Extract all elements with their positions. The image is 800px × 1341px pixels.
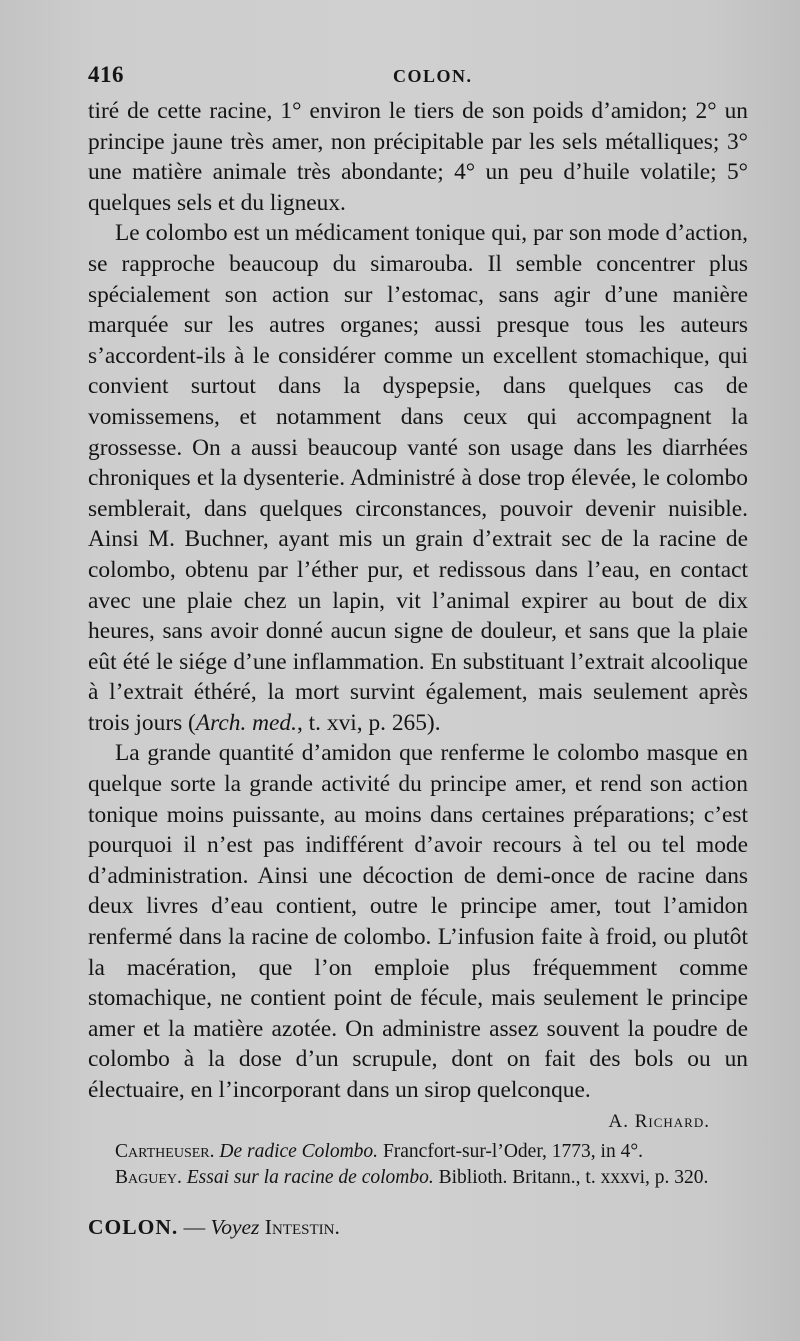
cross-reference-term: COLON. xyxy=(88,1214,179,1239)
running-head: COLON. xyxy=(393,66,473,86)
cross-reference-dash: — xyxy=(183,1214,206,1239)
citation-details: , t. xvi, p. 265). xyxy=(296,709,441,736)
reference-author: Cartheuser. xyxy=(115,1140,215,1162)
author-signature: A. Richard. xyxy=(608,1110,710,1132)
paragraph-therapeutics xyxy=(88,218,748,738)
bibliography xyxy=(88,1139,748,1191)
paragraph-continued: tiré de cette racine, 1° environ le tiers de son poids d’amidon; 2° un principe jaune très amer, non précipitable par les sels métalliques; 3° une matière animale très abondante; 4° un peu d’huile volatile; 5° quelques sels et du ligneux. xyxy=(88,98,748,216)
paragraph-preparations: La grande quantité d’amidon que renferme le colombo masque en quelque sorte la grande activité du principe amer, et rend son action tonique moins puissante, au moins dans certaines préparations; c’est pourquoi il n’est pas indifférent d’avoir recours à tel ou tel mode d’administration. Ainsi une décoction de demi-once de racine dans deux livres d’eau contient, outre le principe amer, tout l’amidon renfermé dans la racine de colombo. L’infusion faite à froid, ou plutôt la macération, que l’on emploie plus fréquemment comme stomachique, ne contient point de fécule, mais seulement le principe amer et la matière azotée. On administre assez souvent la poudre de colombo à la dose d’un scrupule, dont on fait des bols ou un électuaire, en l’incorporant dans un sirop quelconque. xyxy=(88,740,748,1103)
article-body xyxy=(88,96,748,1241)
reference-item xyxy=(88,1165,748,1191)
cross-reference-target: Intestin. xyxy=(264,1214,340,1239)
citation-journal: Arch. med. xyxy=(195,709,297,736)
page-header xyxy=(88,60,748,96)
cross-reference xyxy=(88,1213,748,1241)
reference-item xyxy=(88,1139,748,1165)
page-number: 416 xyxy=(88,62,124,87)
reference-details: Biblioth. Britann., t. xxxvi, p. 320. xyxy=(438,1166,709,1188)
cross-reference-voyez: Voyez xyxy=(210,1214,260,1239)
reference-author: Baguey. xyxy=(115,1166,182,1188)
paragraph-therapeutics-text: Le colombo est un médicament tonique qui, par son mode d’action, se rapproche beaucoup du simarouba. Il semble concentrer plus spécialement son action sur l’estomac, sans agir d’une manière marquée sur les autres organes; aussi presque tous les auteurs s’accordent-ils à le considérer comme un excellent stomachique, qui convient surtout dans la dyspepsie, dans quelques cas de vomissemens, et notamment dans ceux qui accompagnent la grossesse. On a aussi beaucoup vanté son usage dans les diarrhées chroniques et la dysenterie. Administré à dose trop élevée, le colombo semblerait, dans quelques circonstances, pouvoir devenir nuisible. Ainsi M. Buchner, ayant mis un grain d’extrait sec de la racine de colombo, obtenu par l’éther pur, et redissous dans l’eau, en contact avec une plaie chez un lapin, vit l’animal expirer au bout de dix heures, sans avoir donné aucun signe de douleur, et sans que la plaie eût été le siége d’une inflammation. En substituant l’extrait alcoolique à l’extrait éthéré, la mort survint également, mais seulement après trois jours ( xyxy=(88,220,748,736)
reference-details: Francfort-sur-l’Oder, 1773, in 4°. xyxy=(382,1140,643,1162)
reference-title: Essai sur la racine de colombo. xyxy=(186,1166,434,1188)
reference-title: De radice Colombo. xyxy=(219,1140,379,1162)
